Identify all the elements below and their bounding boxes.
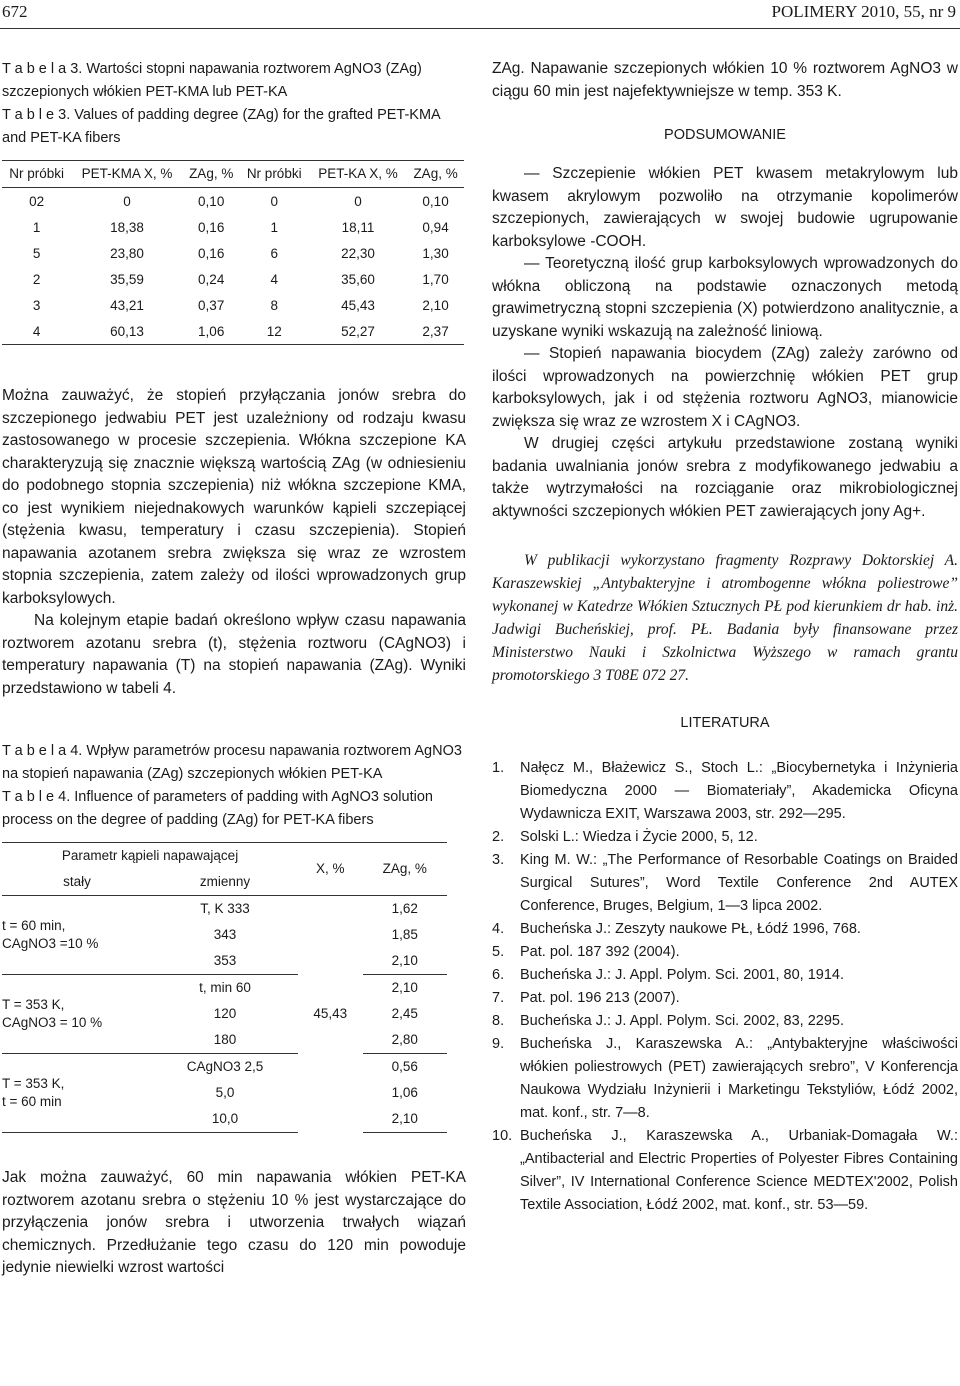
table-cell: 0: [123, 193, 131, 209]
table-cell: 1,70: [422, 271, 449, 287]
table-cell: 0,24: [198, 271, 225, 287]
summary-paragraph: — Teoretyczną ilość grup karboksylowych wprowadzonych do włókna obliczoną na podstawie oznaczonych metodą grawimetryczną stopni szczepienia (X) potwierdzono analitycznie, a uzyskane wyniki wskazują na zależność liniową.: [492, 255, 958, 340]
journal-title: POLIMERY 2010, 55, nr 9: [771, 2, 956, 21]
table-row: [2, 292, 464, 318]
table-cell: T, K 333: [200, 901, 250, 916]
table3-header-cell: PET-KA X, %: [309, 161, 407, 188]
table-cell: 2: [32, 271, 41, 287]
table-row: [2, 1054, 447, 1081]
list-item: 6. Bucheńska J.: J. Appl. Polym. Sci. 2001, 80, 1914.: [492, 967, 845, 983]
table-cell: 2,10: [363, 975, 447, 1002]
list-item: 5. Pat. pol. 187 392 (2004).: [492, 944, 680, 960]
reference-text: King M. W.: „The Performance of Resorbable Coatings on Braided Surgical Sutures”, Word Textile Conference 2nd AUTEX Conference, Bruges, Belgium, 1—3 lipca 2002.: [520, 852, 958, 914]
list-item: 7. Pat. pol. 196 213 (2007).: [492, 990, 680, 1006]
list-item: 9. Bucheńska J., Karaszewska A.: „Antybakteryjne właściwości włókien poliestrowych (PET) zawierających srebro”, V Konferencja Naukowa Wydziału Inżynierii i Marketingu Tekstyliów, Łódź 2002, mat. konf., str. 7—8.: [492, 1036, 958, 1121]
table4-header-fixed: stały: [2, 869, 152, 896]
table-row: [2, 240, 464, 266]
table4-x-value: 45,43: [313, 1006, 348, 1022]
table4-header-row: [2, 843, 447, 870]
table-cell: 1,85: [391, 927, 418, 942]
table4-fixed-line: t = 60 min: [2, 1094, 62, 1109]
table3: [2, 160, 464, 345]
table-cell: 0,56: [363, 1054, 447, 1081]
table-cell: 0,10: [422, 193, 449, 209]
reference-text: Pat. pol. 196 213 (2007).: [520, 990, 680, 1006]
table4-fixed-line: CAgNO3 = 10 %: [2, 1015, 103, 1030]
table-cell: 5,0: [215, 1085, 235, 1100]
table4-fixed-line: T = 353 K,: [2, 997, 65, 1012]
reference-text: Bucheńska J., Karaszewska A., Urbaniak-Domagała W.: „Antibacterial and Electric Properties of Polyester Fibres Containing Silver”, IV International Conference Science MEDTEX'2002, Polish Textile Association, Łódź 2002, mat. konf., str. 53—59.: [520, 1128, 958, 1213]
body-paragraph: Jak można zauważyć, 60 min napawania włókien PET-KA roztworem azotanu srebra o stężeniu 10 % jest wystarczające do przyłączenia jonów srebra i utworzenia trwałych wiązań chemicznych. Przedłużanie tego czasu do 120 min powoduje jedynie niewielki wzrost wartości: [2, 1169, 466, 1276]
summary-paragraph: — Stopień napawania biocydem (ZAg) zależy zarówno od ilości wprowadzonych na powierzchnię włókien PET grup karboksylowych, jak i od stężenia roztworu AgNO3, mianowicie zwiększa się wraz ze wzrostem X i CAgNO3.: [492, 345, 958, 430]
table-cell: 43,21: [110, 297, 144, 313]
reference-list: [492, 757, 958, 1217]
table-row: [2, 318, 464, 345]
table-cell: 180: [213, 1032, 237, 1047]
table4-fixed-line: CAgNO3 =10 %: [2, 936, 99, 951]
body-paragraph: Na kolejnym etapie badań określono wpływ czasu napawania roztworem azotanu srebra (t), stężenia roztworu (CAgNO3) i temperatury napawania (T) na stopień napawania (ZAg). Wyniki przedstawiono w tabeli 4.: [2, 612, 466, 697]
table-cell: CAgNO3 2,5: [152, 1054, 298, 1081]
table-cell: 343: [213, 927, 237, 942]
reference-text: Bucheńska J., Karaszewska A.: „Antybakteryjne właściwości włókien poliestrowych (PET) zawierających srebro”, V Konferencja Naukowa Wydziału Inżynierii i Marketingu Tekstyliów, Łódź 2002, mat. konf., str. 7—8.: [520, 1036, 958, 1121]
table-cell: 2,10: [363, 1106, 447, 1133]
table-cell: 35,59: [110, 271, 144, 287]
table-cell: 1,06: [391, 1085, 418, 1100]
table4-header-z: ZAg, %: [363, 843, 447, 896]
table-cell: 2,10: [422, 297, 449, 313]
table-cell: 8: [270, 297, 278, 313]
list-item: 3. King M. W.: „The Performance of Resorbable Coatings on Braided Surgical Sutures”, Word Textile Conference 2nd AUTEX Conference, Bruges, Belgium, 1—3 lipca 2002.: [492, 852, 958, 914]
table-cell: 22,30: [341, 245, 375, 261]
table-row: [2, 214, 464, 240]
table-cell: 18,11: [341, 219, 375, 235]
table-cell: 3: [32, 297, 41, 313]
running-header: [0, 2, 960, 29]
body-paragraph: ZAg. Napawanie szczepionych włókien 10 % roztworem AgNO3 w ciągu 60 min jest najefektywniejsze w temp. 353 K.: [492, 60, 958, 100]
table4-header-x: X, %: [298, 843, 362, 896]
table4-fixed-cell: [2, 1054, 152, 1133]
table4-fixed-cell: [2, 896, 152, 975]
table4: [2, 842, 447, 1133]
reference-text: Pat. pol. 187 392 (2004).: [520, 944, 680, 960]
table-cell: 45,43: [341, 297, 375, 313]
right-column: [492, 58, 958, 1217]
table3-header-cell: PET-KMA X, %: [71, 161, 183, 188]
table-row: [2, 975, 447, 1002]
table-cell: 2,10: [391, 953, 418, 968]
left-column: [2, 58, 466, 1280]
table-cell: 4: [2, 318, 71, 345]
table-cell: 2,37: [407, 318, 464, 345]
table4-caption-en: T a b l e 4. Influence of parameters of padding with AgNO3 solution process on the degree of padding (ZAg) for PET-KA fibers: [2, 789, 433, 828]
table-cell: 60,13: [71, 318, 183, 345]
table3-header-cell: ZAg, %: [407, 161, 464, 188]
table4-fixed-cell: [2, 975, 152, 1054]
reference-text: Solski L.: Wiedza i Życie 2000, 5, 12.: [520, 829, 758, 845]
table-cell: 23,80: [110, 245, 144, 261]
list-item: 4. Bucheńska J.: Zeszyty naukowe PŁ, Łódź 1996, 768.: [492, 921, 861, 937]
table-cell: 52,27: [309, 318, 407, 345]
section-heading: LITERATURA: [680, 715, 770, 731]
table-cell: 1,62: [391, 901, 418, 916]
table3-header-cell: ZAg, %: [183, 161, 240, 188]
table-cell: 0,16: [198, 245, 225, 261]
acknowledgement: W publikacji wykorzystano fragmenty Rozprawy Doktorskiej A. Karaszewskiej „Antybakteryjne i atrombogenne włókna poliestrowe” wykonanej w Katedrze Włókien Sztucznych PŁ pod kierunkiem dr hab. inż. Jadwigi Bucheńskiej, prof. PŁ. Badania były finansowane przez Ministerstwo Nauki i Szkolnictwa Wyższego w ramach grantu promotorskiego 3 T08E 072 27.: [492, 552, 958, 684]
table-cell: 1,06: [183, 318, 240, 345]
reference-text: Nałęcz M., Błażewicz S., Stoch L.: „Biocybernetyka i Inżynieria Biomedyczna 2000 — Biomateriały”, Akademicka Oficyna Wydawnicza EXIT, Warszawa 2003, str. 292—295.: [520, 760, 958, 822]
table-cell: 5: [32, 245, 41, 261]
table-cell: 0: [270, 193, 278, 209]
table-cell: 35,60: [341, 271, 375, 287]
table-cell: t, min 60: [152, 975, 298, 1002]
reference-text: Bucheńska J.: Zeszyty naukowe PŁ, Łódź 1996, 768.: [520, 921, 861, 937]
table-cell: 10,0: [152, 1106, 298, 1133]
table-cell: 353: [213, 953, 237, 968]
table-row: [2, 266, 464, 292]
table-cell: 0,94: [422, 219, 449, 235]
table4-caption-pl: T a b e l a 4. Wpływ parametrów procesu napawania roztworem AgNO3 na stopień napawania (ZAg) szczepionych włókien PET-KA: [2, 743, 462, 782]
reference-text: Bucheńska J.: J. Appl. Polym. Sci. 2002, 83, 2295.: [520, 1013, 845, 1029]
table-cell: 2,45: [391, 1006, 418, 1021]
table-cell: 120: [213, 1006, 237, 1021]
table4-fixed-line: T = 353 K,: [2, 1076, 65, 1091]
table3-header-cell: Nr próbki: [240, 161, 309, 188]
table-cell: 02: [29, 193, 45, 209]
section-heading: PODSUMOWANIE: [664, 127, 786, 143]
table3-caption-pl: T a b e l a 3. Wartości stopni napawania roztworem AgNO3 (ZAg) szczepionych włókien PET-KMA lub PET-KA: [2, 61, 422, 100]
table-cell: 4: [270, 271, 278, 287]
table-cell: 1: [32, 219, 41, 235]
table4-header-group: Parametr kąpieli napawającej: [2, 843, 298, 870]
table3-header-row: [2, 161, 464, 188]
table-cell: 0,16: [198, 219, 225, 235]
table3-caption-en: T a b l e 3. Values of padding degree (ZAg) for the grafted PET-KMA and PET-KA fibers: [2, 107, 440, 146]
summary-paragraph: — Szczepienie włókien PET kwasem metakrylowym lub kwasem akrylowym pozwoliło na otrzymanie kopolimerów szczepionych, zawierających w swojej budowie ugrupowanie karboksylowe -COOH.: [492, 165, 958, 250]
table4-fixed-line: t = 60 min,: [2, 918, 66, 933]
table-cell: 18,38: [110, 219, 144, 235]
table-cell: 6: [270, 245, 278, 261]
summary-paragraph: W drugiej części artykułu przedstawione zostaną wyniki badania uwalniania jonów srebra z modyfikowanego jedwabiu a także wytrzymałości na rozciąganie oraz mikrobiologicznej aktywności szczepionych włókien PET zawierających jony Ag+.: [492, 435, 958, 520]
table-cell: 2,80: [391, 1032, 418, 1047]
page-number: 672: [2, 2, 28, 21]
table-cell: 0,37: [198, 297, 225, 313]
list-item: 2. Solski L.: Wiedza i Życie 2000, 5, 12.: [492, 829, 758, 845]
table-row: [2, 188, 464, 215]
body-paragraph: Można zauważyć, że stopień przyłączania jonów srebra do szczepionego jedwabiu PET jest uzależniony od rodzaju kwasu zastosowanego w procesie szczepienia. Włókna szczepione KA charakteryzują się znacznie większą wartością ZAg (w odniesieniu do podobnego stopnia szczepienia) niż włókna szczepione KMA, co jest wynikiem niejednakowych warunków kąpieli szczepiącej (stężenia kwasu, temperatury i czasu szczepienia). Stopień napawania azotanem srebra zwiększa się wraz ze wzrostem stopnia szczepienia, zatem zależy od ilości wprowadzonych grup karboksylowych.: [2, 387, 466, 607]
table-cell: 12: [240, 318, 309, 345]
table-cell: 0: [354, 193, 362, 209]
table-cell: 1: [270, 219, 278, 235]
reference-text: Bucheńska J.: J. Appl. Polym. Sci. 2001, 80, 1914.: [520, 967, 845, 983]
table-row: [2, 896, 447, 923]
table4-header-var: zmienny: [152, 869, 298, 896]
table-cell: 1,30: [422, 245, 449, 261]
list-item: 10. Bucheńska J., Karaszewska A., Urbaniak-Domagała W.: „Antibacterial and Electric Properties of Polyester Fibres Containing Silver”, IV International Conference Science MEDTEX'2002, Polish Textile Association, Łódź 2002, mat. konf., str. 53—59.: [492, 1128, 958, 1213]
table-cell: 0,10: [198, 193, 225, 209]
list-item: 8. Bucheńska J.: J. Appl. Polym. Sci. 2002, 83, 2295.: [492, 1013, 845, 1029]
table3-header-cell: Nr próbki: [2, 161, 71, 188]
list-item: 1. Nałęcz M., Błażewicz S., Stoch L.: „Biocybernetyka i Inżynieria Biomedyczna 2000 — Biomateriały”, Akademicka Oficyna Wydawnicza EXIT, Warszawa 2003, str. 292—295.: [492, 760, 958, 822]
